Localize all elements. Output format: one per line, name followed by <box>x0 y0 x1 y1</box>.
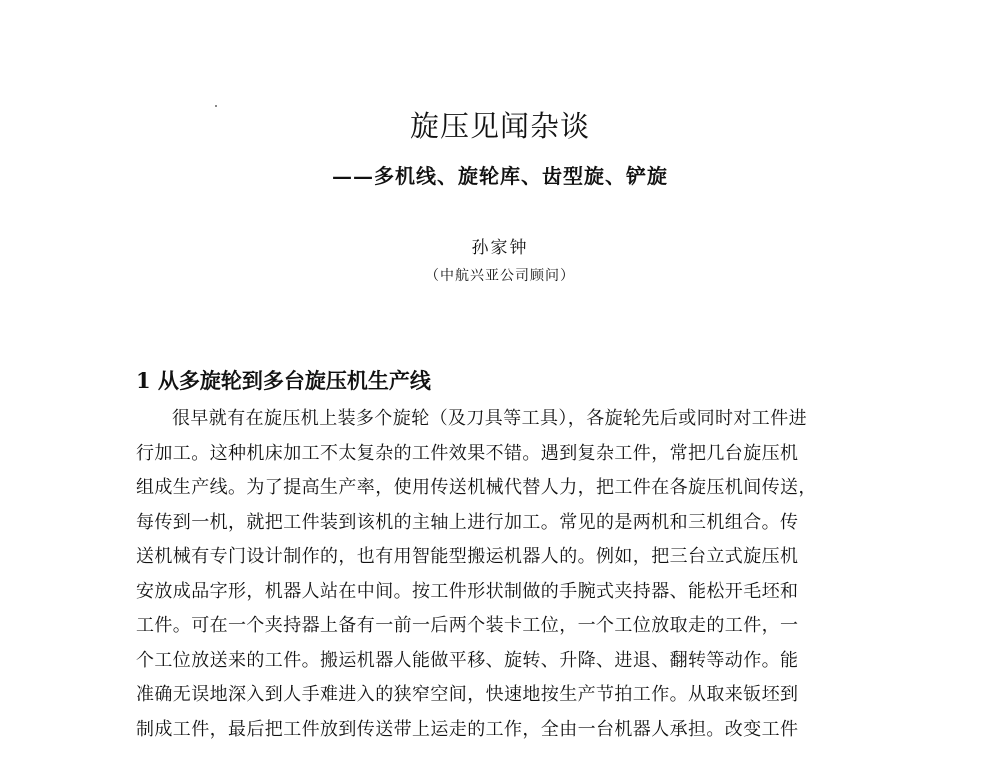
body-line: 每传到一机，就把工件装到该机的主轴上进行加工。常见的是两机和三机组合。传 <box>136 511 799 533</box>
body-line: 个工位放送来的工件。搬运机器人能做平移、旋转、升降、进退、翻转等动作。能 <box>136 649 799 671</box>
body-line: 安放成品字形，机器人站在中间。按工件形状制做的手腕式夹持器、能松开毛坯和 <box>136 580 799 602</box>
body-line: 制成工件，最后把工件放到传送带上运走的工作，全由一台机器人承担。改变工件 <box>136 718 799 740</box>
author-affiliation: （中航兴亚公司顾问） <box>425 268 575 284</box>
body-line: 组成生产线。为了提高生产率，使用传送机械代替人力，把工件在各旋压机间传送， <box>136 477 817 498</box>
body-line: 行加工。这种机床加工不太复杂的工件效果不错。遇到复杂工件，常把几台旋压机 <box>136 442 799 464</box>
body-line: 准确无误地深入到人手难进入的狭窄空间，快速地按生产节拍工作。从取来钣坯到 <box>136 684 799 705</box>
body-line: 工件。可在一个夹持器上备有一前一后两个装卡工位，一个工位放取走的工件，一 <box>136 615 799 636</box>
scan-speck <box>215 105 217 107</box>
paper-title: 旋压见闻杂谈 <box>409 109 590 143</box>
section-body <box>136 402 881 747</box>
body-line: 很早就有在旋压机上装多个旋轮（及刀具等工具），各旋轮先后或同时对工件进 <box>172 408 807 429</box>
section-heading: 1 从多旋轮到多台旋压机生产线 <box>136 368 431 393</box>
body-line: 送机械有专门设计制作的，也有用智能型搬运机器人的。例如，把三台立式旋压机 <box>136 546 799 567</box>
paper-subtitle: ——多机线、旋轮库、齿型旋、铲旋 <box>332 164 668 188</box>
author-name: 孙家钟 <box>471 238 529 258</box>
